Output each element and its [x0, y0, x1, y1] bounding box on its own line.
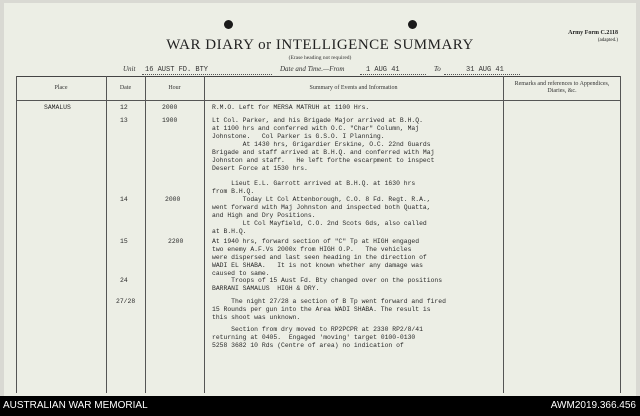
column-header-summary: Summary of Events and Information: [309, 85, 398, 91]
entry-text: Troops of 15 Aust Fd. Bty changed over on the positions BARRANI SAMALUS HIGH & DRY.: [212, 277, 443, 292]
date-cell-14: 14: [120, 196, 128, 203]
column-header-place: Place: [54, 85, 68, 91]
to-label: To: [434, 65, 441, 73]
entry-text: The night 27/28 a section of B Tp went forward and fired 15 Rounds per gun into the Area WADI SHABA. The result is this shoot was unknown.: [212, 298, 446, 321]
date-cell-27-28: 27/28: [116, 298, 136, 305]
archive-footer: [0, 396, 640, 416]
footer-accession-number: AWM2019.366.456: [550, 400, 636, 411]
page-subtitle: (Erase heading not required): [288, 55, 352, 61]
army-form-note: (adapted.): [597, 38, 618, 43]
hour-cell-2000-b: 2000: [165, 196, 181, 203]
entry-text: Lieut E.L. Garrott arrived at B.H.Q. at 1630 hrs from B.H.Q. Today Lt Col Attenborough, C.O. 8 Fd. Regt. R.A., went forward with Maj Johnston and inspected both Quatta, and High and Dry Positions. Lt Col Mayfield, C.O. 2nd Scots Gds, also called at B.H.Q.: [212, 180, 431, 235]
entry-text: Lt Col. Parker, and his Brigade Major arrived at B.H.Q. at 1100 hrs and conferred with O.C. "Char" Column, Maj Johnstone. Col Parker is G.S.O. I Planning. At 1430 hrs, Grigardier Erskine, O.C. 22nd Guards Brigade and staff arrived at B.H.Q. and conferred with Maj Johnston and staff. He left forthe escarpment to inspect Desert Force at 1530 hrs.: [212, 117, 435, 172]
punch-hole-left: [224, 20, 233, 29]
column-header-hour: Hour: [168, 85, 181, 91]
date-label: Date and Time.—From: [280, 65, 345, 73]
column-header-date: Date: [119, 85, 132, 91]
date-from: 1 AUG 41: [366, 66, 400, 74]
date-cell-13: 13: [120, 117, 128, 124]
date-cell-24: 24: [120, 277, 128, 284]
date-cell-15: 15: [120, 238, 128, 245]
page-title: WAR DIARY or INTELLIGENCE SUMMARY: [166, 37, 474, 53]
unit-value: 16 AUST FD. BTY: [145, 66, 209, 74]
column-header-remarks: Remarks and references to Appendices, Diaries, &c.: [514, 81, 610, 94]
place-cell: SAMALUS: [44, 104, 71, 111]
army-form-number: Army Form C.2118: [568, 30, 618, 36]
hour-cell-2000: 2000: [162, 104, 178, 111]
hour-cell-1900: 1900: [162, 117, 178, 124]
date-cell-12: 12: [120, 104, 128, 111]
entry-text: At 1940 hrs, forward section of "C" Tp at HIGH engaged two enemy A.F.Vs 2000x from HIGH O.P. The vehicles were dispersed and last seen heading in the direction of WADI EL SHABA. It is not known whether any damage was caused to same.: [212, 238, 427, 277]
entry-text: Section from dry moved to RP2PCPR at 2330 RP2/8/41 returning at 0405. Engaged 'moving' target 0100-0130 5258 3682 10 Rds (Centre of area) no indication of: [212, 326, 423, 349]
army-form-label: [568, 29, 618, 45]
entry-text: R.M.O. Left for MERSA MATRUH at 1100 Hrs.: [212, 104, 370, 111]
date-to: 31 AUG 41: [466, 66, 504, 74]
unit-label: Unit: [123, 65, 136, 73]
footer-institution: AUSTRALIAN WAR MEMORIAL: [3, 400, 148, 411]
hour-cell-2200: 2200: [168, 238, 184, 245]
punch-hole-right: [408, 20, 417, 29]
